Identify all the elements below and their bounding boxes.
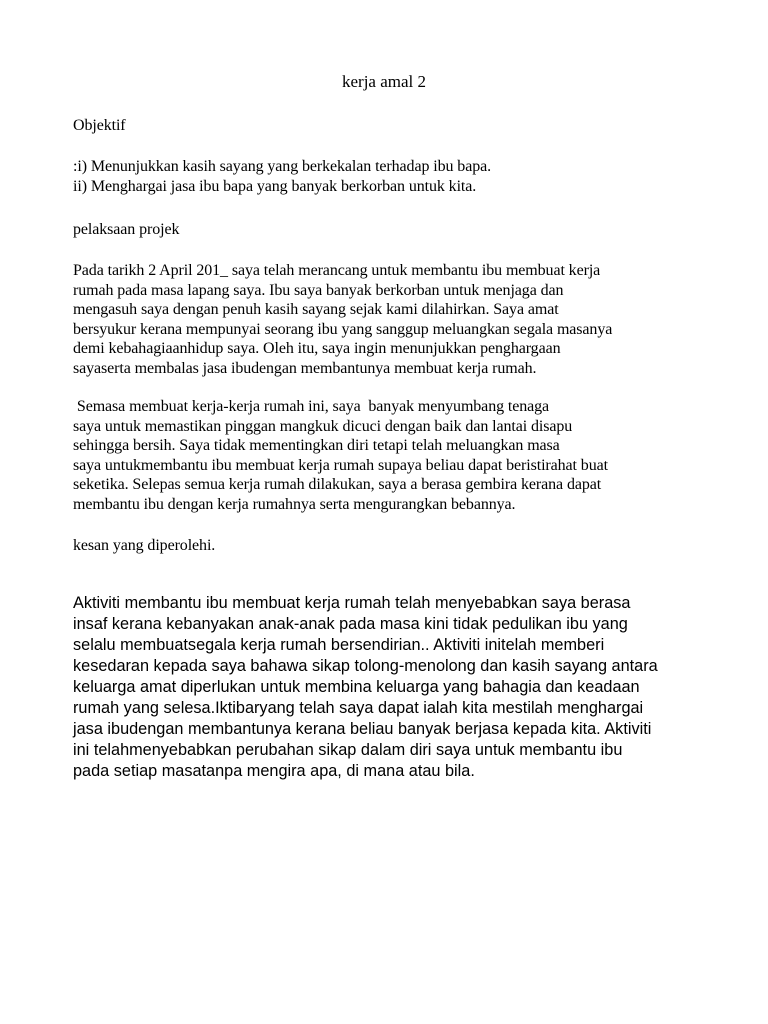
paragraph-1 xyxy=(73,261,723,378)
objectives-list xyxy=(73,157,723,196)
impression-heading-text: kesan yang diperolehi. xyxy=(73,537,216,554)
impression-heading xyxy=(73,536,723,556)
paragraph-line: rumah pada masa lapang saya. Ibu saya banyak berkorban untuk menjaga dan xyxy=(73,281,564,299)
paragraph-line: sayaserta membalas jasa ibudengan membantunya membuat kerja rumah. xyxy=(73,359,537,377)
paragraph-2 xyxy=(73,397,723,514)
paragraph-line: mengasuh saya dengan penuh kasih sayang sejak kami dilahirkan. Saya amat xyxy=(73,301,559,318)
paragraph-line: ini telahmenyebabkan perubahan sikap dalam diri saya untuk membantu ibu xyxy=(73,741,623,759)
document-title: kerja amal 2 xyxy=(341,72,426,91)
objective-heading xyxy=(73,116,723,136)
paragraph-line: insaf kerana kebanyakan anak-anak pada masa kini tidak pedulikan ibu yang xyxy=(73,615,628,633)
objective-item: ii) Menghargai jasa ibu bapa yang banyak berkorban untuk kita. xyxy=(73,177,477,195)
objective-heading-text: Objektif xyxy=(73,117,126,134)
objective-item: :i) Menunjukkan kasih sayang yang berkekalan terhadap ibu bapa. xyxy=(73,158,492,175)
paragraph-line: seketika. Selepas semua kerja rumah dilakukan, saya a berasa gembira kerana dapat xyxy=(73,476,602,493)
paragraph-line: saya untuk memastikan pinggan mangkuk dicuci dengan baik dan lantai disapu xyxy=(73,417,573,435)
paragraph-line: bersyukur kerana mempunyai seorang ibu yang sanggup meluangkan segala masanya xyxy=(73,320,613,338)
paragraph-line: keluarga amat diperlukan untuk membina keluarga yang bahagia dan keadaan xyxy=(73,678,640,696)
paragraph-line: membantu ibu dengan kerja rumahnya serta mengurangkan bebannya. xyxy=(73,495,516,513)
implementation-heading-text: pelaksaan projek xyxy=(73,221,180,238)
paragraph-line: rumah yang selesa.Iktibaryang telah saya dapat ialah kita mestilah menghargai xyxy=(73,699,644,717)
paragraph-line: demi kebahagiaanhidup saya. Oleh itu, saya ingin menunjukkan penghargaan xyxy=(73,340,561,357)
paragraph-line: pada setiap masatanpa mengira apa, di mana atau bila. xyxy=(73,762,475,780)
paragraph-line: Semasa membuat kerja-kerja rumah ini, saya banyak menyumbang tenaga xyxy=(73,398,550,415)
paragraph-3 xyxy=(73,593,723,782)
paragraph-line: jasa ibudengan membantunya kerana beliau banyak berjasa kepada kita. Aktiviti xyxy=(73,720,652,738)
paragraph-line: selalu membuatsegala kerja rumah bersendirian.. Aktiviti initelah memberi xyxy=(73,636,605,654)
paragraph-line: saya untukmembantu ibu membuat kerja rumah supaya beliau dapat beristirahat buat xyxy=(73,456,608,474)
implementation-heading xyxy=(73,220,723,240)
paragraph-line: Pada tarikh 2 April 201_ saya telah merancang untuk membantu ibu membuat kerja xyxy=(73,262,601,279)
paragraph-line: Aktiviti membantu ibu membuat kerja rumah telah menyebabkan saya berasa xyxy=(73,594,631,612)
paragraph-line: kesedaran kepada saya bahawa sikap tolong-menolong dan kasih sayang antara xyxy=(73,657,658,675)
paragraph-line: sehingga bersih. Saya tidak mementingkan diri tetapi telah meluangkan masa xyxy=(73,437,560,454)
